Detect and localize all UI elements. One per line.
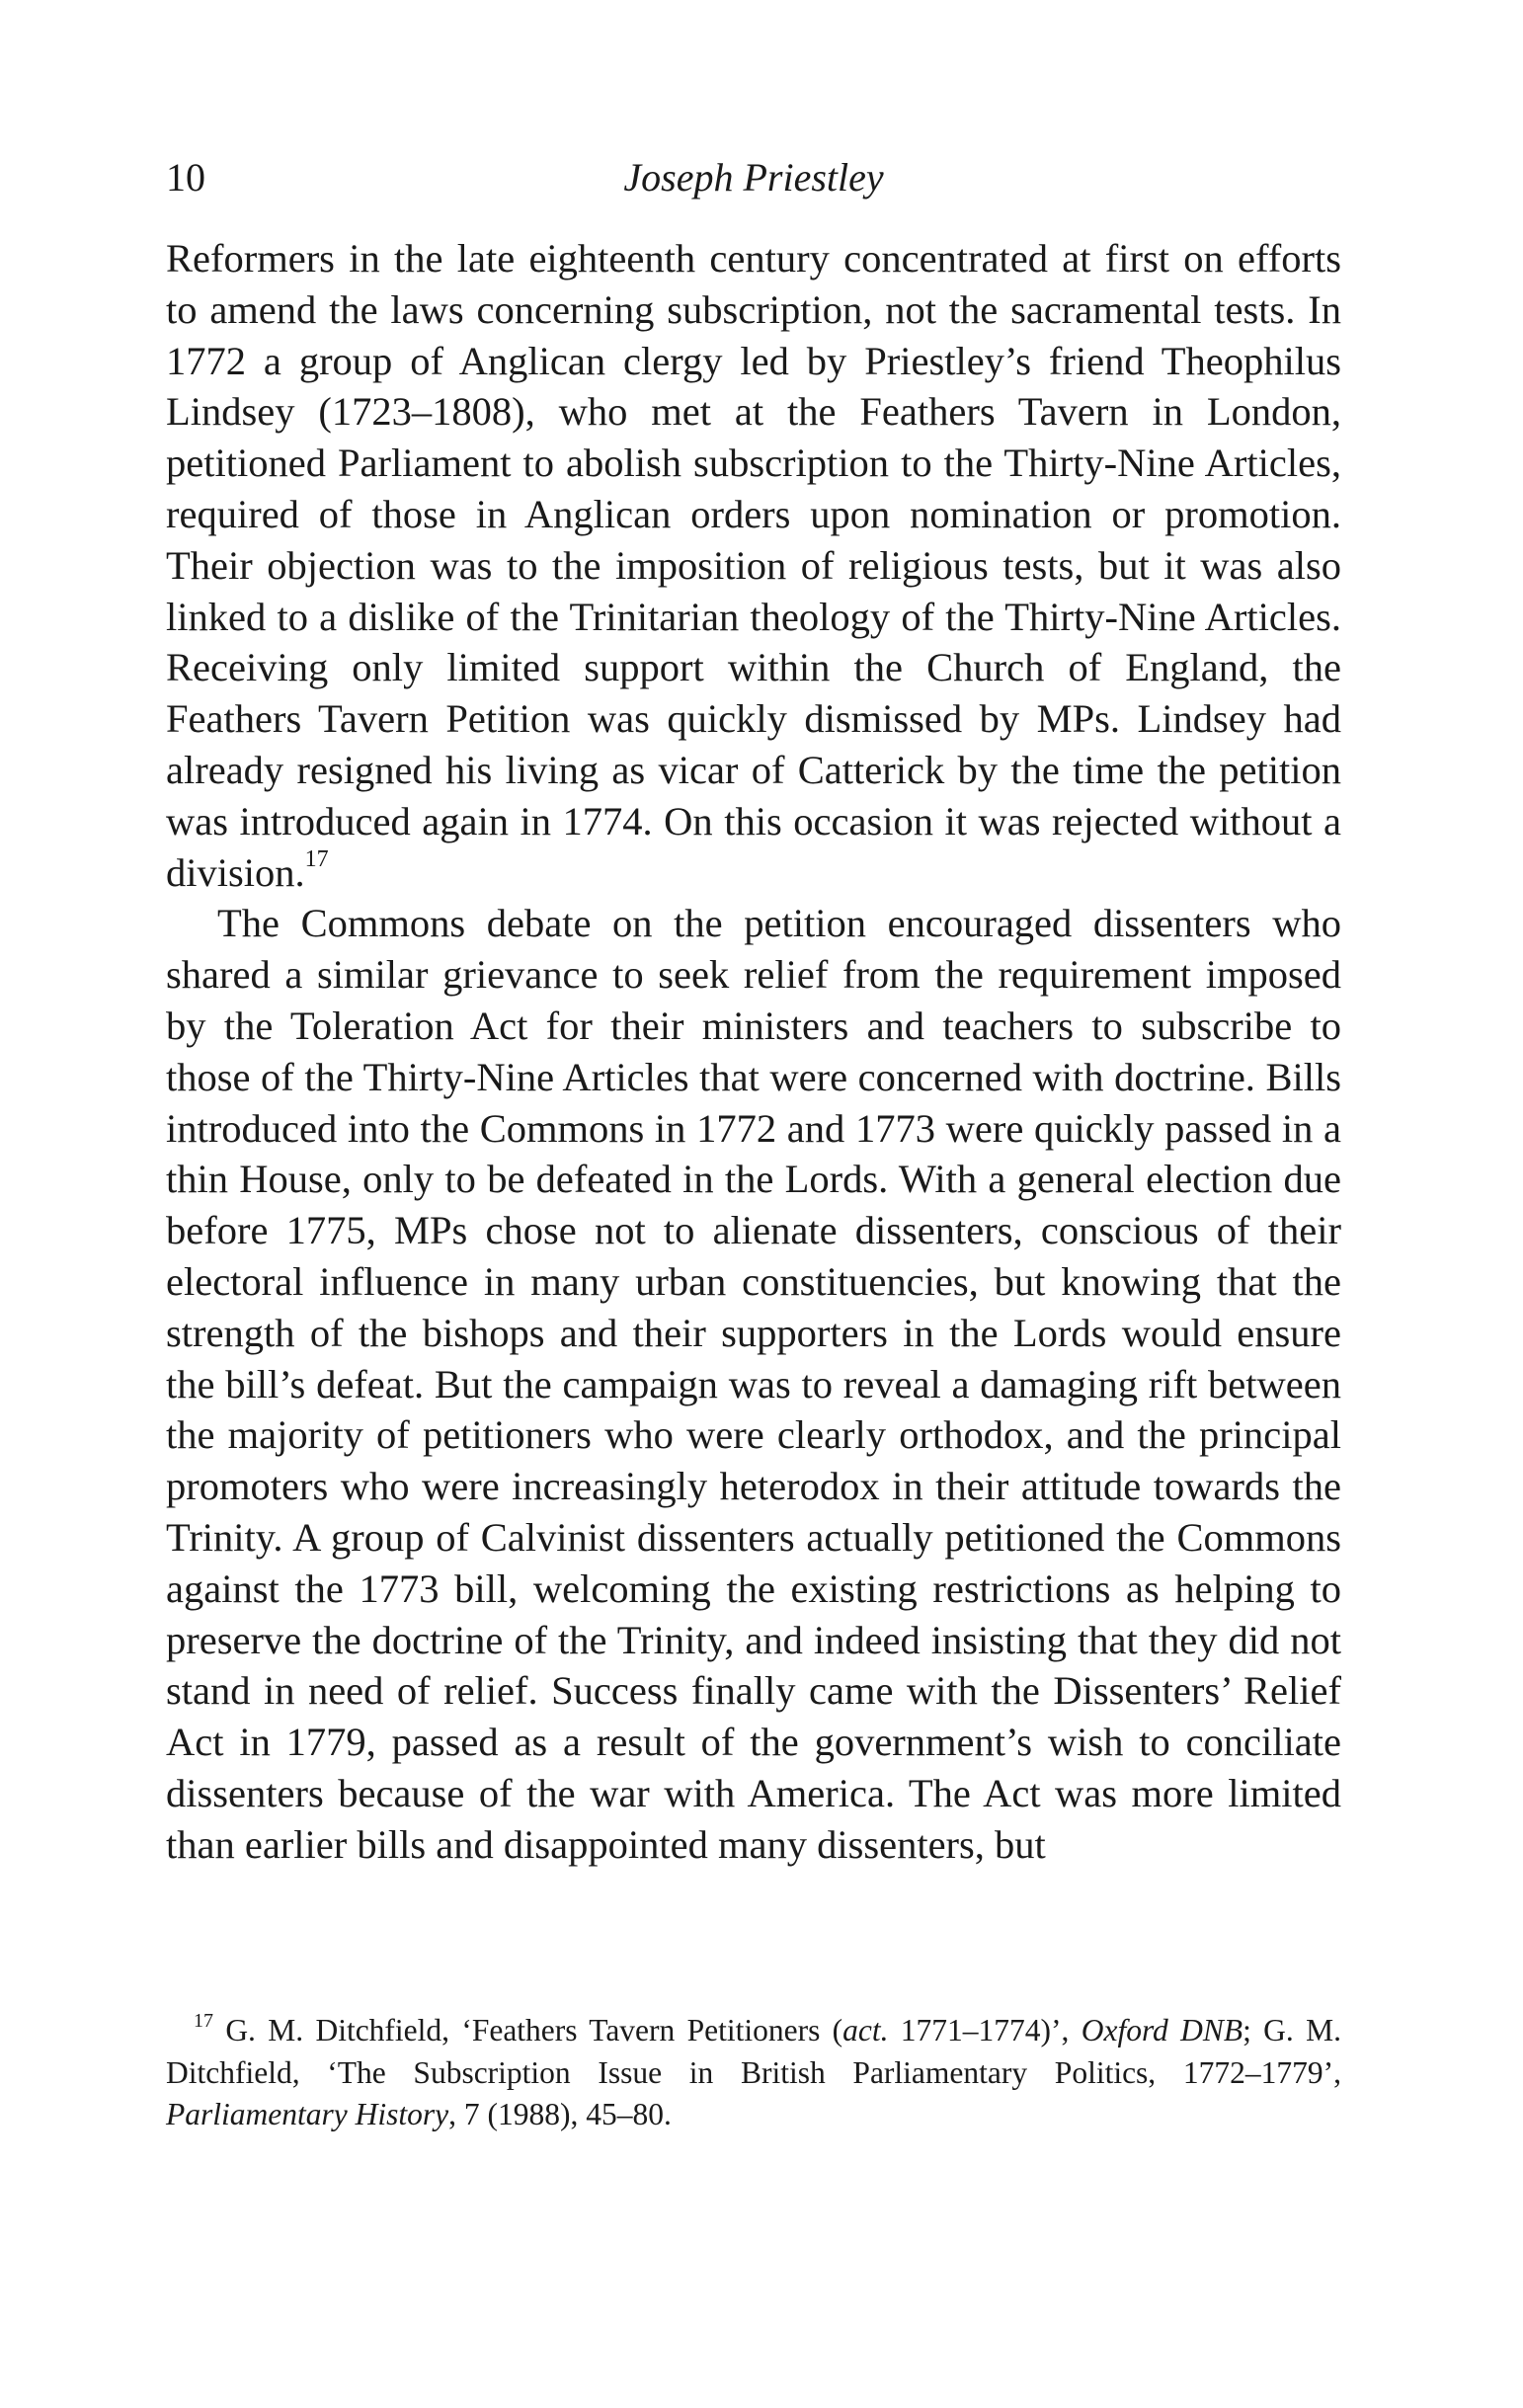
footnote-number: 17 [194, 2010, 213, 2032]
paragraph-text: Reformers in the late eighteenth century concentrated at first on efforts to amend the laws concerning subscription, not the sacramental tests. In 1772 a group of Anglican clergy led by Priestley’s friend Theophilus Lindsey (1723–1808), who met at the Feathers Tavern in London, petitioned Parliament to abolish subscription to the Thirty-Nine Articles, required of those in Anglican orders upon nomination or promotion. Their objection was to the imposition of religious tests, but it was also linked to a dislike of the Trinitarian theology of the Thirty-Nine Articles. Receiving only limited support within the Church of England, the Feathers Tavern Petition was quickly dismissed by MPs. Lindsey had already resigned his living as vicar of Catterick by the time the petition was introduced again in 1774. On this occasion it was rejected without a division. [166, 236, 1341, 895]
footnote-text: 1771–1774)’, [888, 2013, 1082, 2047]
footnote-text: Oxford DNB [1081, 2013, 1243, 2047]
footnote-text: Parliamentary History [166, 2097, 449, 2131]
footnotes [166, 2010, 1341, 2136]
footnote-ref: 17 [304, 845, 329, 872]
footnote-text: ; G. M. Ditchfield, ‘The Subscription Issue in British Parliamentary Politics, 1772–1779’, [166, 2013, 1341, 2090]
running-title: Joseph Priestley [623, 155, 884, 200]
footnote [166, 2010, 1341, 2136]
footnote-text: , 7 (1988), 45–80. [448, 2097, 672, 2131]
paragraph [166, 233, 1341, 898]
footnote-text: G. M. Ditchfield, ‘Feathers Tavern Petitioners ( [225, 2013, 843, 2047]
page-number: 10 [166, 155, 205, 200]
paragraph [166, 898, 1341, 1870]
footnote-text: act. [842, 2013, 889, 2047]
body-text [166, 233, 1341, 1871]
paragraph-text: The Commons debate on the petition encouraged dissenters who shared a similar grievance to seek relief from the requirement imposed by the Toleration Act for their ministers and teachers to subscribe to those of the Thirty-Nine Articles that were concerned with doctrine. Bills introduced into the Commons in 1772 and 1773 were quickly passed in a thin House, only to be defeated in the Lords. With a general election due before 1775, MPs chose not to alienate dissenters, conscious of their electoral influence in many urban constituencies, but knowing that the strength of the bishops and their supporters in the Lords would ensure the bill’s defeat. But the campaign was to reveal a damaging rift between the majority of petitioners who were clearly orthodox, and the principal promoters who were increasingly heterodox in their attitude towards the Trinity. A group of Calvinist dissenters actually petitioned the Commons against the 1773 bill, welcoming the existing restrictions as helping to preserve the doctrine of the Trinity, and indeed insisting that they did not stand in need of relief. Success finally came with the Dissenters’ Relief Act in 1779, passed as a result of the government’s wish to conciliate dissenters because of the war with America. The Act was more limited than earlier bills and disappointed many dissenters, but [166, 901, 1341, 1867]
page-header [166, 148, 1341, 207]
